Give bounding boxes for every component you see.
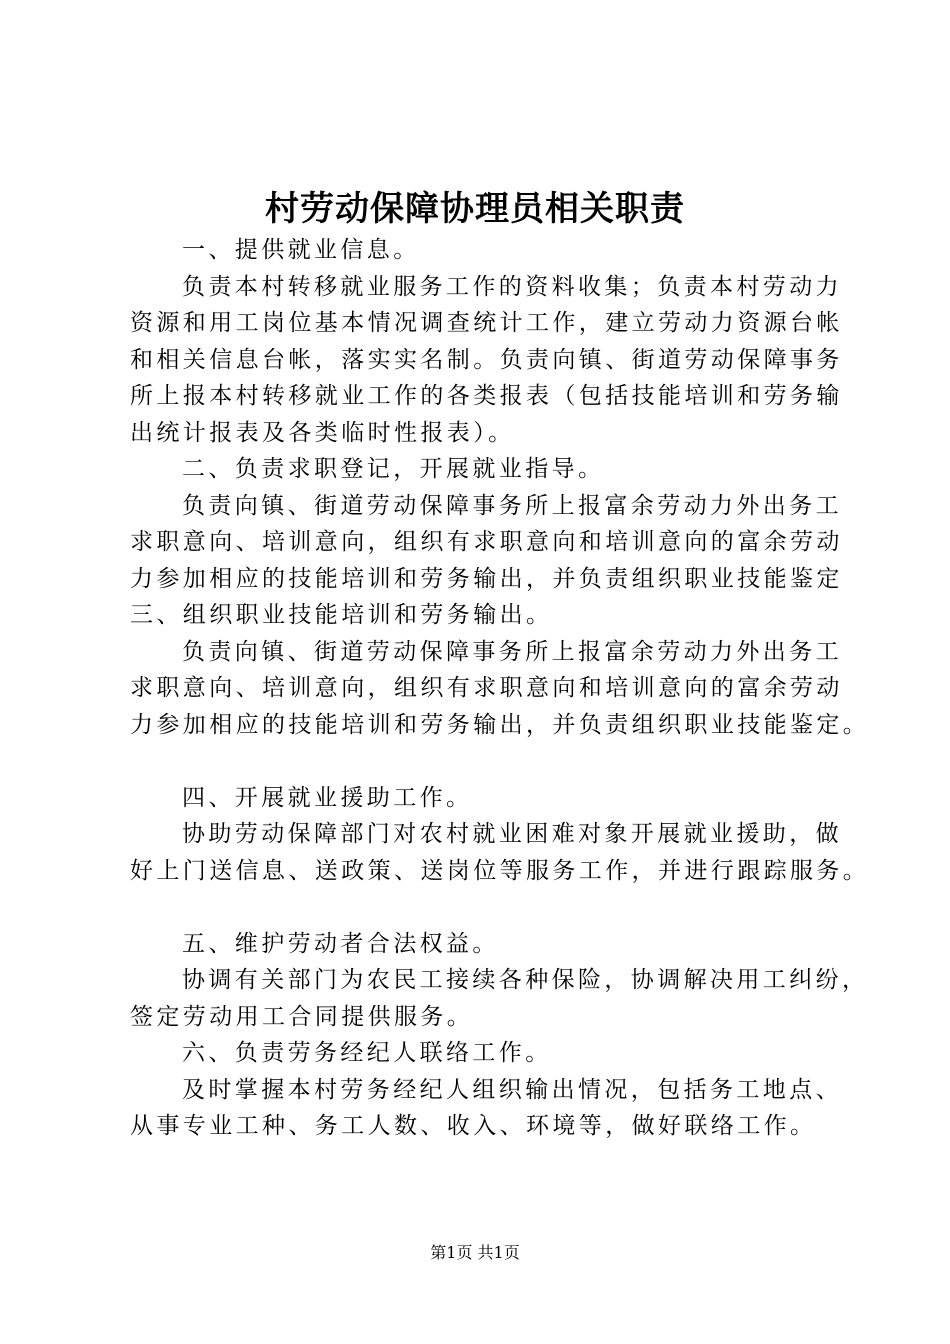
paragraph-line: 签定劳动用工合同提供服务。	[130, 1003, 474, 1030]
paragraph-line: 从事专业工种、务工人数、收入、环境等，做好联络工作。	[130, 1113, 817, 1139]
paragraph-line: 力参加相应的技能培训和劳务输出，并负责组织职业技能鉴定。	[130, 711, 870, 738]
section-heading-5: 五、维护劳动者合法权益。	[182, 930, 499, 957]
section-heading-3: 三、组织职业技能培训和劳务输出。	[130, 602, 553, 628]
paragraph-line: 协助劳动保障部门对农村就业困难对象开展就业援助，做	[182, 821, 842, 847]
document-body	[130, 232, 870, 1145]
paragraph-line: 力参加相应的技能培训和劳务输出，并负责组织职业技能鉴定	[130, 565, 843, 592]
paragraph-line: 负责本村转移就业服务工作的资料收集；负责本村劳动力	[182, 273, 842, 300]
document-title: 村劳动保障协理员相关职责	[265, 189, 685, 229]
paragraph-line: 好上门送信息、送政策、送岗位等服务工作，并进行跟踪服务。	[130, 857, 870, 884]
paragraph-line: 求职意向、培训意向，组织有求职意向和培训意向的富余劳动	[130, 675, 843, 701]
page-footer: 第1页 共1页	[430, 1243, 520, 1262]
paragraph-line: 求职意向、培训意向，组织有求职意向和培训意向的富余劳动	[130, 529, 843, 555]
paragraph-line: 出统计报表及各类临时性报表）。	[130, 419, 515, 446]
section-heading-6: 六、负责劳务经纪人联络工作。	[182, 1040, 552, 1066]
paragraph-line: 资源和用工岗位基本情况调查统计工作，建立劳动力资源台帐	[130, 310, 843, 336]
paragraph-line: 负责向镇、街道劳动保障事务所上报富余劳动力外出务工	[182, 638, 842, 665]
section-heading-2: 二、负责求职登记，开展就业指导。	[182, 456, 605, 482]
blank-line	[130, 889, 830, 926]
section-heading-1: 一、提供就业信息。	[182, 237, 420, 263]
paragraph-line: 和相关信息台帐，落实实名制。负责向镇、街道劳动保障事务	[130, 346, 843, 373]
section-heading-4: 四、开展就业援助工作。	[182, 784, 473, 811]
paragraph-line: 所上报本村转移就业工作的各类报表（包括技能培训和劳务输	[130, 383, 843, 409]
paragraph-line: 负责向镇、街道劳动保障事务所上报富余劳动力外出务工	[182, 492, 842, 519]
paragraph-line: 及时掌握本村劳务经纪人组织输出情况，包括务工地点、	[182, 1076, 842, 1103]
blank-line	[130, 743, 830, 780]
paragraph-line: 协调有关部门为农民工接续各种保险，协调解决用工纠纷，	[182, 967, 869, 993]
